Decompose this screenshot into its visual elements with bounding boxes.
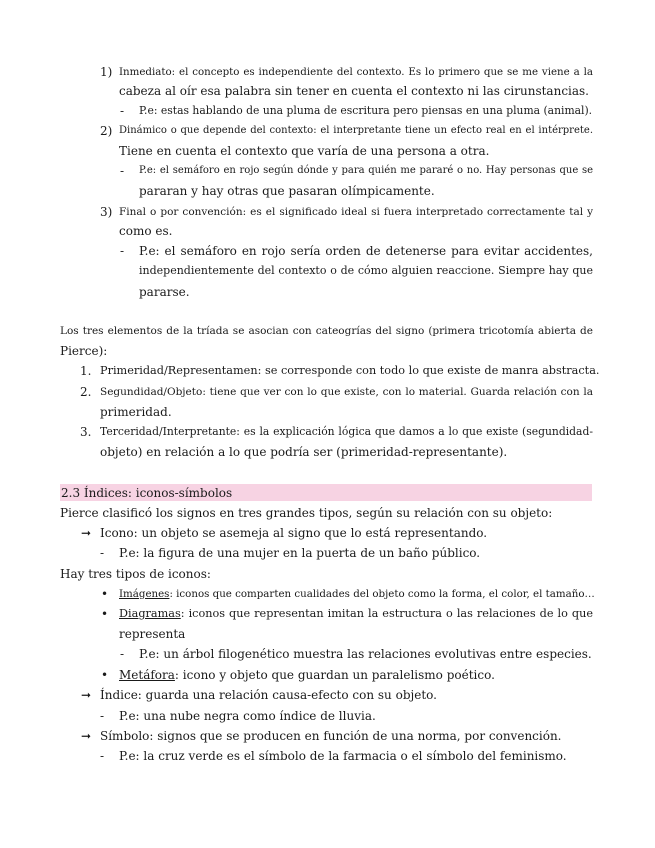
dash-marker: - [120, 104, 125, 118]
example-text: P.e: la figura de una mujer en la puerta de un baño público. [119, 546, 481, 560]
example-text: P.e: estas hablando de una pluma de escritura pero piensas en una pluma (animal). [139, 104, 593, 117]
arrow-icon: ➞ [81, 526, 92, 540]
dash-marker: - [100, 749, 105, 763]
list-item-text: Icono: un objeto se asemeja al signo que lo está representando. [100, 526, 488, 540]
term-underlined: Imágenes [119, 588, 170, 600]
dash-marker: - [100, 709, 105, 723]
example-text: P.e: el semáforo en rojo según dónde y para quién me pararé o no. Hay personas que se [139, 165, 593, 176]
example-text: pararse. [139, 285, 190, 299]
paragraph: Pierce): [60, 344, 108, 358]
example-text: P.e: una nube negra como índice de lluvia. [119, 709, 376, 723]
list-item-text: Inmediato: el concepto es independiente del contexto. Es lo primero que se me viene a la [119, 66, 593, 78]
list-item-text: objeto) en relación a lo que podría ser (primeridad-representante). [100, 445, 508, 459]
term-description: : iconos que comparten cualidades del objeto como la forma, el color, el tamaño… [169, 588, 595, 600]
bullet-icon: • [101, 587, 109, 601]
term-underlined: Diagramas [119, 607, 181, 620]
paragraph: Hay tres tipos de iconos: [60, 567, 211, 581]
list-item-text [119, 586, 595, 602]
list-item-text: como es. [119, 224, 173, 238]
dash-marker: - [120, 244, 125, 258]
dash-marker: - [120, 164, 125, 178]
term-underlined: Metáfora [119, 668, 175, 682]
list-item-text: Segundidad/Objeto: tiene que ver con lo que existe, con lo material. Guarda relación con la [100, 386, 593, 398]
example-text: pararan y hay otras que pasaran olímpicamente. [139, 184, 435, 198]
arrow-icon: ➞ [81, 729, 92, 743]
term-description: : iconos que representan imitan la estructura o las relaciones de lo que [180, 607, 593, 620]
arrow-icon: ➞ [81, 688, 92, 702]
list-item-text: Dinámico o que depende del contexto: el interpretante tiene un efecto real en el intérprete. [119, 125, 593, 136]
example-text: independientemente del contexto o de cómo alguien reaccione. Siempre hay que [139, 264, 593, 277]
list-item-text: cabeza al oír esa palabra sin tener en cuenta el contexto ni las cirunstancias. [119, 84, 589, 98]
list-item-text [119, 667, 495, 683]
list-marker: 2. [80, 385, 92, 399]
list-item-text: Índice: guarda una relación causa-efecto con su objeto. [100, 688, 437, 702]
list-item-text: Tiene en cuenta el contexto que varía de una persona a otra. [119, 144, 490, 158]
list-item-text: primeridad. [100, 405, 172, 419]
list-item-text: Terceridad/Interpretante: es la explicación lógica que damos a lo que existe (segundidad- [100, 425, 593, 438]
example-text: P.e: la cruz verde es el símbolo de la farmacia o el símbolo del feminismo. [119, 749, 567, 763]
list-marker: 1) [100, 65, 113, 79]
term-description: : icono y objeto que guardan un paralelismo poético. [174, 668, 495, 682]
list-marker: 1. [80, 364, 92, 378]
bullet-icon: • [101, 668, 109, 682]
list-item-text: Primeridad/Representamen: se corresponde con todo lo que existe de manra abstracta. [100, 364, 600, 377]
list-item-text: Final o por convención: es el significado ideal si fuera interpretado correctamente tal y [119, 206, 593, 218]
paragraph: Pierce clasificó los signos en tres grandes tipos, según su relación con su objeto: [60, 506, 553, 520]
list-item-text [119, 606, 593, 622]
example-text: P.e: el semáforo en rojo sería orden de detenerse para evitar accidentes, [139, 244, 593, 258]
section-heading: 2.3 Índices: iconos-símbolos [61, 486, 233, 500]
list-item-text: Símbolo: signos que se producen en función de una norma, por convención. [100, 729, 562, 743]
list-marker: 3. [80, 425, 92, 439]
dash-marker: - [120, 647, 125, 661]
list-marker: 2) [100, 124, 113, 138]
example-text: P.e: un árbol filogenético muestra las relaciones evolutivas entre especies. [139, 647, 592, 661]
paragraph: Los tres elementos de la tríada se asocian con cateogrías del signo (primera tricotomía abierta de [60, 325, 593, 337]
dash-marker: - [100, 546, 105, 560]
list-marker: 3) [100, 205, 113, 219]
bullet-icon: • [101, 607, 109, 621]
list-item-text: representa [119, 627, 186, 641]
